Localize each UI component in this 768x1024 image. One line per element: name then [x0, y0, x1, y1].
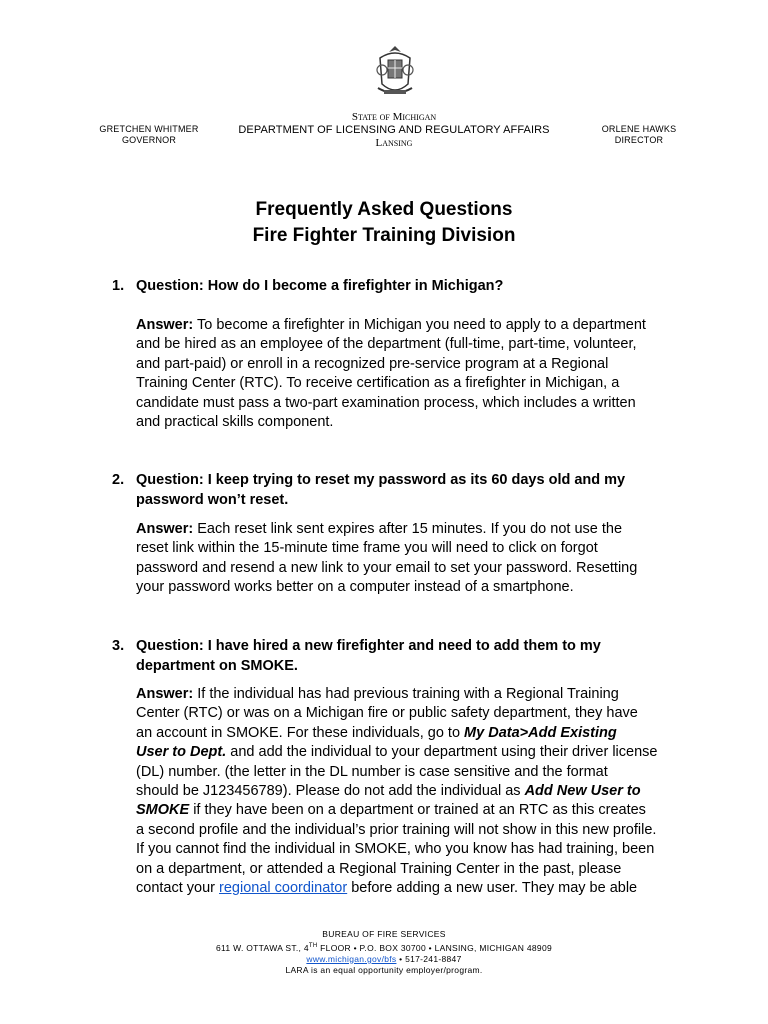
faq-1-answer: Answer: To become a firefighter in Michigan you need to apply to a department and be hired as an employee of the department (full-time, part-time, volunteer, and part-paid) or enroll in a recognized pre-service program at a Regional Training Center (RTC). To receive certification as a firefighter in Michigan, a candidate must pass a two-part examination process, which includes a written and practical skills component. [136, 317, 646, 431]
department-block [215, 111, 573, 149]
menu-path-add-existing: My Data>Add Existing [464, 724, 617, 741]
title-line-2: Fire Fighter Training Division [252, 225, 516, 246]
director-title: DIRECTOR [614, 135, 664, 145]
answer-label: Answer: [136, 317, 194, 333]
footer-contact [0, 954, 768, 966]
director-name: ORLENE HAWKS [601, 124, 677, 134]
faq-1-question: Question: How do I become a firefighter in Michigan? [136, 278, 504, 294]
governor-title: GOVERNOR [121, 135, 177, 145]
director-block [590, 124, 688, 146]
menu-path-add-existing-cont: User to Dept. [136, 744, 227, 761]
faq-2-number: 2. [112, 472, 125, 488]
footer-address: 611 W. OTTAWA ST., 4TH FLOOR • P.O. BOX 30700 • LANSING, MICHIGAN 48909 [215, 942, 553, 953]
faq-1-number: 1. [112, 278, 125, 294]
faq-3-question: Question: I have hired a new firefighter and need to add them to my department on SMOKE. [136, 638, 601, 674]
faq-2-answer: Answer: Each reset link sent expires after 15 minutes. If you do not use the reset link within the 15-minute time frame you will need to click on forgot password and resend a new link to your email to set your password. Resetting your password works better on a computer instead of a smartphone. [136, 521, 638, 596]
menu-path-add-new-user-cont: SMOKE [136, 802, 190, 819]
department-name: DEPARTMENT OF LICENSING AND REGULATORY AFFAIRS [238, 124, 550, 136]
footer-website-link[interactable]: www.michigan.gov/bfs [306, 953, 397, 964]
footer-eeo: LARA is an equal opportunity employer/program. [285, 965, 483, 976]
page-footer [0, 929, 768, 977]
faq-3-number: 3. [112, 638, 125, 654]
michigan-state-seal-icon [372, 44, 418, 100]
menu-path-add-new-user: Add New User to [524, 783, 641, 800]
governor-name: GRETCHEN WHITMER [99, 124, 199, 134]
title-line-1: Frequently Asked Questions [255, 199, 513, 220]
governor-block [92, 124, 206, 146]
state-name: State of Michigan [351, 111, 437, 123]
page-title [0, 197, 768, 249]
footer-bureau: BUREAU OF FIRE SERVICES [322, 929, 446, 939]
faq-3-answer: Answer: If the individual has had previous training with a Regional Training Center (RTC) or was on a Michigan fire or public safety department, they have an account in SMOKE. For these individuals, go to My Data>Add Existing User to Dept. and add the individual to your department using their driver license (DL) number. (the letter in the DL number is case sensitive and the format should be J123456789). Please do not add the individual as Add New User to SMOKE if they have been on a department or trained at an RTC as this creates a second profile and the individual’s prior training will not show in this new profile. If you cannot find the individual in SMOKE, who you know has had training, been on a department, or attended a Regional Training Center in the past, please contact your regional coordinator before adding a new user. They may be able [136, 686, 658, 897]
faq-2-question: Question: I keep trying to reset my password as its 60 days old and my password won’t reset. [136, 472, 626, 508]
city-name: Lansing [375, 137, 413, 149]
footer-phone: • 517-241-8847 [396, 953, 462, 964]
regional-coordinator-link[interactable]: regional coordinator [219, 880, 348, 897]
answer-label: Answer: [136, 686, 194, 702]
answer-label: Answer: [136, 521, 194, 537]
